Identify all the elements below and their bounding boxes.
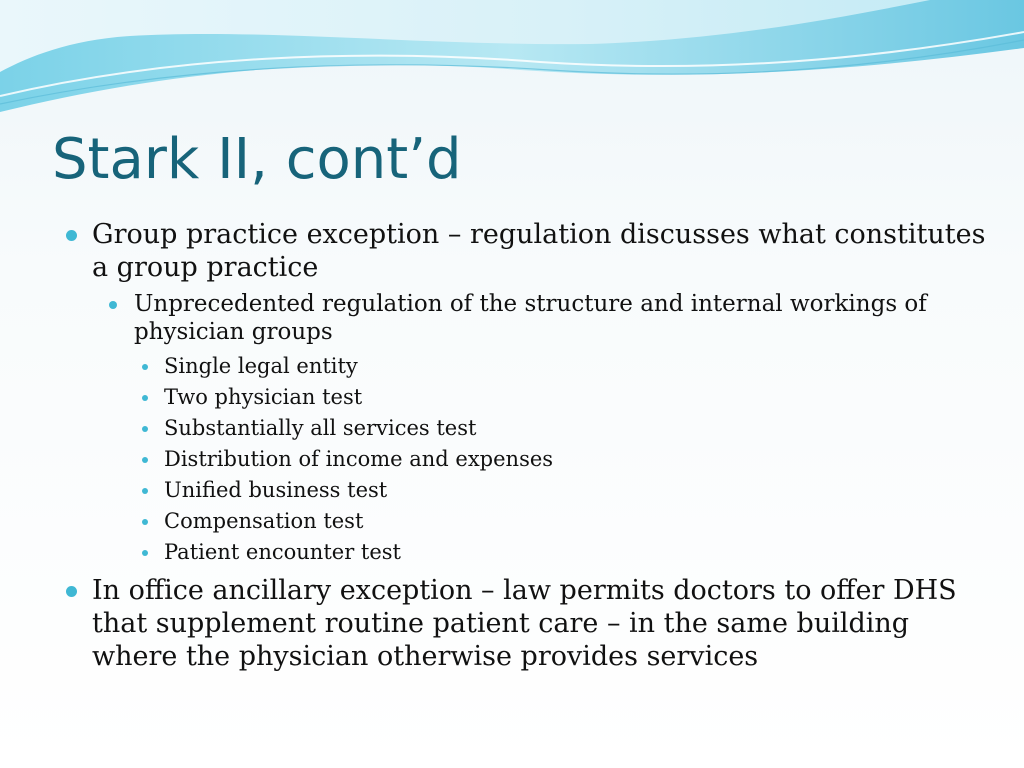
- bullet-item: [62, 574, 992, 673]
- page-title: Stark II, cont’d: [52, 127, 462, 192]
- bullet-text: In office ancillary exception – law permits doctors to offer DHS that supplement routine patient care – in the same building where the physician otherwise provides services: [92, 575, 957, 672]
- sub-sub-bullet-item: [62, 475, 992, 506]
- sub-sub-bullet-item: [62, 382, 992, 413]
- bullet-dot-icon: [142, 550, 148, 556]
- bullet-dot-icon: [66, 230, 77, 241]
- bullet-dot-icon: [142, 395, 148, 401]
- bullet-dot-icon: [142, 457, 148, 463]
- bullet-dot-icon: [66, 586, 77, 597]
- bullet-dot-icon: [142, 519, 148, 525]
- bullet-text: Group practice exception – regulation discusses what constitutes a group practice: [92, 219, 986, 283]
- bullet-dot-icon: [142, 364, 148, 370]
- sub-sub-bullet-item: [62, 413, 992, 444]
- sub-sub-bullet-text: Distribution of income and expenses: [164, 447, 554, 471]
- sub-bullet-text: Unprecedented regulation of the structure and internal workings of physician groups: [134, 291, 927, 345]
- bullet-dot-icon: [142, 426, 148, 432]
- bullet-dot-icon: [142, 488, 148, 494]
- bullet-list: [62, 218, 992, 679]
- sub-sub-bullet-text: Single legal entity: [164, 354, 358, 378]
- sub-sub-bullet-item: [62, 537, 992, 568]
- decorative-wave-header: [0, 0, 1024, 125]
- sub-sub-bullet-text: Patient encounter test: [164, 540, 401, 564]
- sub-bullet-item: [62, 290, 992, 346]
- sub-sub-bullet-text: Compensation test: [164, 509, 364, 533]
- sub-sub-bullet-text: Unified business test: [164, 478, 388, 502]
- bullet-item: [62, 218, 992, 284]
- sub-sub-bullet-text: Two physician test: [164, 385, 363, 409]
- sub-sub-bullet-text: Substantially all services test: [164, 416, 477, 440]
- sub-sub-bullet-item: [62, 444, 992, 475]
- bullet-dot-icon: [109, 301, 117, 309]
- sub-sub-bullet-item: [62, 351, 992, 382]
- sub-sub-bullet-item: [62, 506, 992, 537]
